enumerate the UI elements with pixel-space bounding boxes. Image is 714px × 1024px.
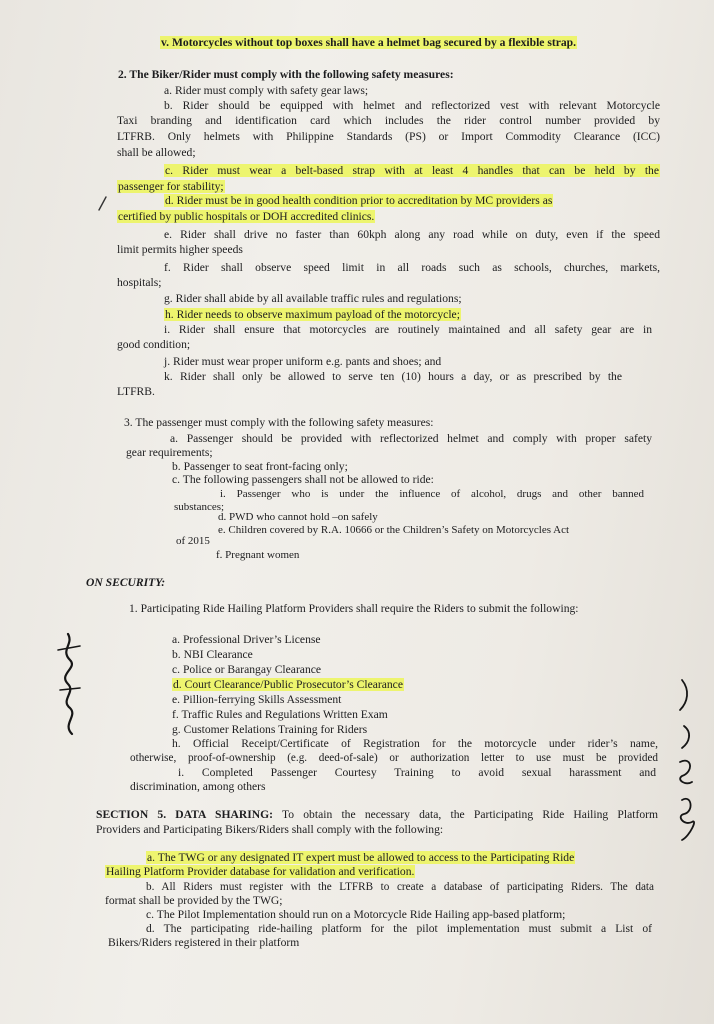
passenger-item-e-line2: of 2015 <box>176 535 210 547</box>
section5-intro-line1: SECTION 5. DATA SHARING: To obtain the necessary data, the Participating Ride Hailing Platform <box>96 808 658 821</box>
security-item-f: f. Traffic Rules and Regulations Written Exam <box>172 708 388 721</box>
handwritten-initials <box>50 630 86 740</box>
rider-item-c-line1: c. Rider must wear a belt-based strap with at least 4 handles that can be held by the <box>165 164 659 177</box>
passenger-item-b: b. Passenger to seat front-facing only; <box>172 460 348 473</box>
rider-item-e-line1: e. Rider shall drive no faster than 60kph along any road while on duty, even if the speed <box>164 228 660 241</box>
item-1v: v. Motorcycles without top boxes shall have a helmet bag secured by a flexible strap. <box>161 36 576 49</box>
security-item-a: a. Professional Driver’s License <box>172 633 321 646</box>
passenger-heading: 3. The passenger must comply with the following safety measures: <box>124 416 434 429</box>
passenger-item-d: d. PWD who cannot hold –on safely <box>218 511 378 523</box>
rider-item-d-line2: certified by public hospitals or DOH accredited clinics. <box>118 210 375 223</box>
rider-item-h: h. Rider needs to observe maximum payload of the motorcycle; <box>165 308 460 321</box>
rider-item-k-line2: LTFRB. <box>117 385 155 398</box>
passenger-item-a-line1: a. Passenger should be provided with reflectorized helmet and comply with proper safety <box>170 432 652 445</box>
section5-item-a-line2: Hailing Platform Provider database for validation and verification. <box>106 865 415 878</box>
rider-item-f-line1: f. Rider shall observe speed limit in all roads such as schools, churches, markets, <box>164 261 660 274</box>
security-item-h-line1: h. Official Receipt/Certificate of Registration for the motorcycle under rider’s name, <box>172 737 658 750</box>
section5-item-d-line2: Bikers/Riders registered in their platform <box>108 936 300 949</box>
rider-item-j: j. Rider must wear proper uniform e.g. pants and shoes; and <box>164 355 442 368</box>
section5-heading: SECTION 5. DATA SHARING: <box>96 808 273 821</box>
security-heading: ON SECURITY: <box>86 576 166 589</box>
rider-item-b-line4: shall be allowed; <box>117 146 196 159</box>
section5-item-b-line1: b. All Riders must register with the LTFRB to create a database of participating Riders. The data <box>146 881 654 893</box>
security-item-i-line2: discrimination, among others <box>130 780 266 793</box>
rider-item-d-line1: d. Rider must be in good health condition prior to accreditation by MC providers as <box>165 194 553 207</box>
security-item-b: b. NBI Clearance <box>172 648 253 661</box>
security-item-c: c. Police or Barangay Clearance <box>172 663 322 676</box>
margin-tick-mark <box>96 194 110 214</box>
rider-item-e-line2: limit permits higher speeds <box>117 243 243 256</box>
passenger-item-c-i-line2: substances; <box>174 501 225 513</box>
security-item-h-line2: otherwise, proof-of-ownership (e.g. deed-of-sale) or authorization letter to use must be provided <box>130 752 658 764</box>
passenger-item-c-i-line1: i. Passenger who is under the influence of alcohol, drugs and other banned <box>220 488 644 500</box>
rider-item-i-line1: i. Rider shall ensure that motorcycles are routinely maintained and all safety gear are in <box>164 323 652 336</box>
security-intro: 1. Participating Ride Hailing Platform Providers shall require the Riders to submit the following: <box>129 602 579 615</box>
section5-item-b-line2: format shall be provided by the TWG; <box>105 894 283 907</box>
rider-item-b-line3: LTFRB. Only helmets with Philippine Standards (PS) or Import Commodity Clearance (ICC) <box>117 130 660 143</box>
margin-check-marks <box>672 676 702 846</box>
rider-item-c-line2: passenger for stability; <box>118 180 224 193</box>
rider-item-f-line2: hospitals; <box>117 276 162 289</box>
security-item-e: e. Pillion-ferrying Skills Assessment <box>172 693 342 706</box>
section5-item-d-line1: d. The participating ride-hailing platform for the pilot implementation must submit a List of <box>146 922 652 935</box>
passenger-item-e-line1: e. Children covered by R.A. 10666 or the Children’s Safety on Motorcycles Act <box>218 524 570 536</box>
rider-item-a: a. Rider must comply with safety gear laws; <box>164 84 369 97</box>
section5-item-a-line1: a. The TWG or any designated IT expert must be allowed to access to the Participating Ride <box>147 851 575 864</box>
section5-intro-line2: Providers and Participating Bikers/Riders shall comply with the following: <box>96 823 444 836</box>
rider-item-g: g. Rider shall abide by all available traffic rules and regulations; <box>164 292 462 305</box>
rider-heading: 2. The Biker/Rider must comply with the following safety measures: <box>118 68 454 81</box>
rider-item-b-line1: b. Rider should be equipped with helmet and reflectorized vest with relevant Motorcycle <box>164 99 660 112</box>
rider-item-b-line2: Taxi branding and identification card which includes the rider control number provided by <box>117 114 660 127</box>
rider-item-i-line2: good condition; <box>117 338 191 351</box>
passenger-item-f: f. Pregnant women <box>216 549 300 561</box>
security-item-g: g. Customer Relations Training for Riders <box>172 723 368 736</box>
section5-item-c: c. The Pilot Implementation should run on a Motorcycle Ride Hailing app-based platform; <box>146 908 566 921</box>
passenger-item-c: c. The following passengers shall not be allowed to ride: <box>172 473 434 486</box>
passenger-item-a-line2: gear requirements; <box>126 446 213 459</box>
security-item-d: d. Court Clearance/Public Prosecutor’s Clearance <box>173 678 403 691</box>
rider-item-k-line1: k. Rider shall only be allowed to serve ten (10) hours a day, or as prescribed by the <box>164 370 622 383</box>
security-item-i-line1: i. Completed Passenger Courtesy Training to avoid sexual harassment and <box>178 766 656 779</box>
